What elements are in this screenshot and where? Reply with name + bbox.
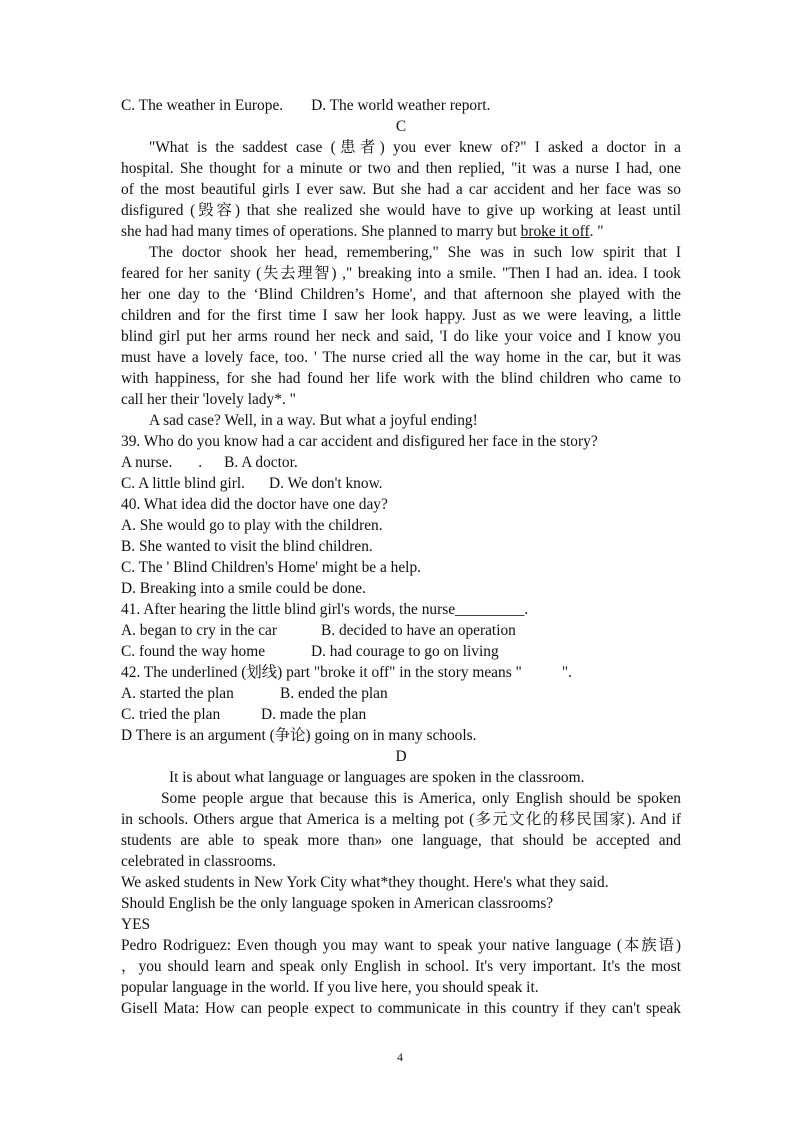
options-41-cd	[121, 641, 681, 662]
question-text: ".	[561, 664, 572, 681]
section-heading-d: D	[395, 748, 407, 765]
stray-dot: .	[198, 454, 203, 471]
option-b: B. decided to have an operation	[321, 622, 516, 639]
option-d: D. made the plan	[261, 706, 367, 723]
page-number: 4	[397, 1050, 403, 1064]
passage-c-text: she had had many times of operations. She planned to marry but	[121, 223, 521, 240]
option-b: B. She wanted to visit the blind children.	[121, 538, 373, 555]
option-a: A nurse.	[121, 454, 173, 471]
question-42	[121, 662, 681, 683]
options-41-ab	[121, 620, 681, 641]
passage-c-line: with happiness, for she had found her life work with the blind children who came to	[121, 370, 681, 387]
pedro-line: Pedro Rodriguez: Even though you may want to speak your native language (本族语)	[121, 937, 681, 954]
option-d: D. We don't know.	[269, 475, 383, 492]
passage-c-line: blind girl put her arms round her neck and said, 'I do like your voice and I know you	[121, 328, 681, 345]
question-41	[121, 599, 681, 620]
pedro-line: popular language in the world. If you live here, you should speak it.	[121, 979, 539, 996]
passage-c-line: disfigured (毁容) that she realized she would have to give up working at least until	[121, 202, 681, 219]
question-text: .	[524, 601, 529, 618]
options-42-cd	[121, 704, 681, 725]
passage-c-line	[121, 221, 681, 242]
option-a: A. began to cry in the car	[121, 622, 277, 639]
option-c: C. A little blind girl.	[121, 475, 245, 492]
option-d: D. The world weather report.	[311, 97, 491, 114]
answer-blank: _________	[455, 601, 525, 618]
passage-d-line: in schools. Others argue that America is a melting pot (多元文化的移民国家). And if	[121, 811, 681, 828]
passage-c-line: her one day to the ‘Blind Children’s Home', and that afternoon she played with the	[121, 286, 681, 303]
passage-c-line: feared for her sanity (失去理智) ," breaking into a smile. "Then I had an. idea. I took	[121, 265, 681, 282]
prev-options-line	[121, 95, 681, 116]
underlined-phrase: broke it off	[520, 223, 590, 240]
passage-d-line: celebrated in classrooms.	[121, 853, 277, 870]
yes-heading: YES	[121, 916, 151, 933]
document-page	[121, 95, 681, 1019]
passage-c-line: call her their 'lovely lady*. "	[121, 391, 296, 408]
pedro-line: ，you should learn and speak only English in school. It's very important. It's the most	[121, 958, 681, 975]
option-a: A. started the plan	[121, 685, 234, 702]
passage-d-line: We asked students in New York City what*they thought. Here's what they said.	[121, 874, 609, 891]
passage-c-line: of the most beautiful girls I ever saw. But she had a car accident and her face was so	[121, 181, 681, 198]
passage-c-line: hospital. She thought for a minute or two and then replied, "it was a nurse I had, one	[121, 160, 681, 177]
question-40: 40. What idea did the doctor have one day?	[121, 496, 388, 513]
option-a: A. She would go to play with the children.	[121, 517, 383, 534]
section-heading-c: C	[395, 118, 407, 135]
options-39-ab	[121, 452, 681, 473]
passage-c-text: . "	[589, 223, 604, 240]
option-b: B. A doctor.	[224, 454, 298, 471]
option-c: C. The ' Blind Children's Home' might be a help.	[121, 559, 421, 576]
option-c: C. The weather in Europe.	[121, 97, 284, 114]
passage-d-line: Some people argue that because this is America, only English should be spoken	[161, 790, 681, 807]
option-d: D. had courage to go on living	[311, 643, 499, 660]
option-d: D. Breaking into a smile could be done.	[121, 580, 366, 597]
passage-c-line: "What is the saddest case (患者) you ever knew of?" I asked a doctor in a	[149, 139, 681, 156]
question-text: 42. The underlined (划线) part "broke it off" in the story means "	[121, 664, 522, 681]
passage-d-line: It is about what language or languages are spoken in the classroom.	[169, 769, 585, 786]
passage-d-intro: D There is an argument (争论) going on in many schools.	[121, 727, 477, 744]
passage-c-line: The doctor shook her head, remembering," She was in such low spirit that I	[149, 244, 681, 261]
option-c: C. found the way home	[121, 643, 266, 660]
options-39-cd	[121, 473, 681, 494]
passage-c-line: children and for the first time I saw her look happy. Just as we were leaving, a little	[121, 307, 681, 324]
options-42-ab	[121, 683, 681, 704]
passage-c-line: must have a lovely face, too. ' The nurse cried all the way home in the car, but it was	[121, 349, 681, 366]
question-39: 39. Who do you know had a car accident and disfigured her face in the story?	[121, 433, 598, 450]
passage-c-line: A sad case? Well, in a way. But what a joyful ending!	[149, 412, 478, 429]
gisell-line: Gisell Mata: How can people expect to communicate in this country if they can't speak	[121, 1000, 681, 1017]
passage-d-question: Should English be the only language spoken in American classrooms?	[121, 895, 554, 912]
question-text: 41. After hearing the little blind girl's words, the nurse	[121, 601, 456, 618]
passage-d-line: students are able to speak more than» one language, that should be accepted and	[121, 832, 681, 849]
option-c: C. tried the plan	[121, 706, 221, 723]
option-b: B. ended the plan	[280, 685, 388, 702]
